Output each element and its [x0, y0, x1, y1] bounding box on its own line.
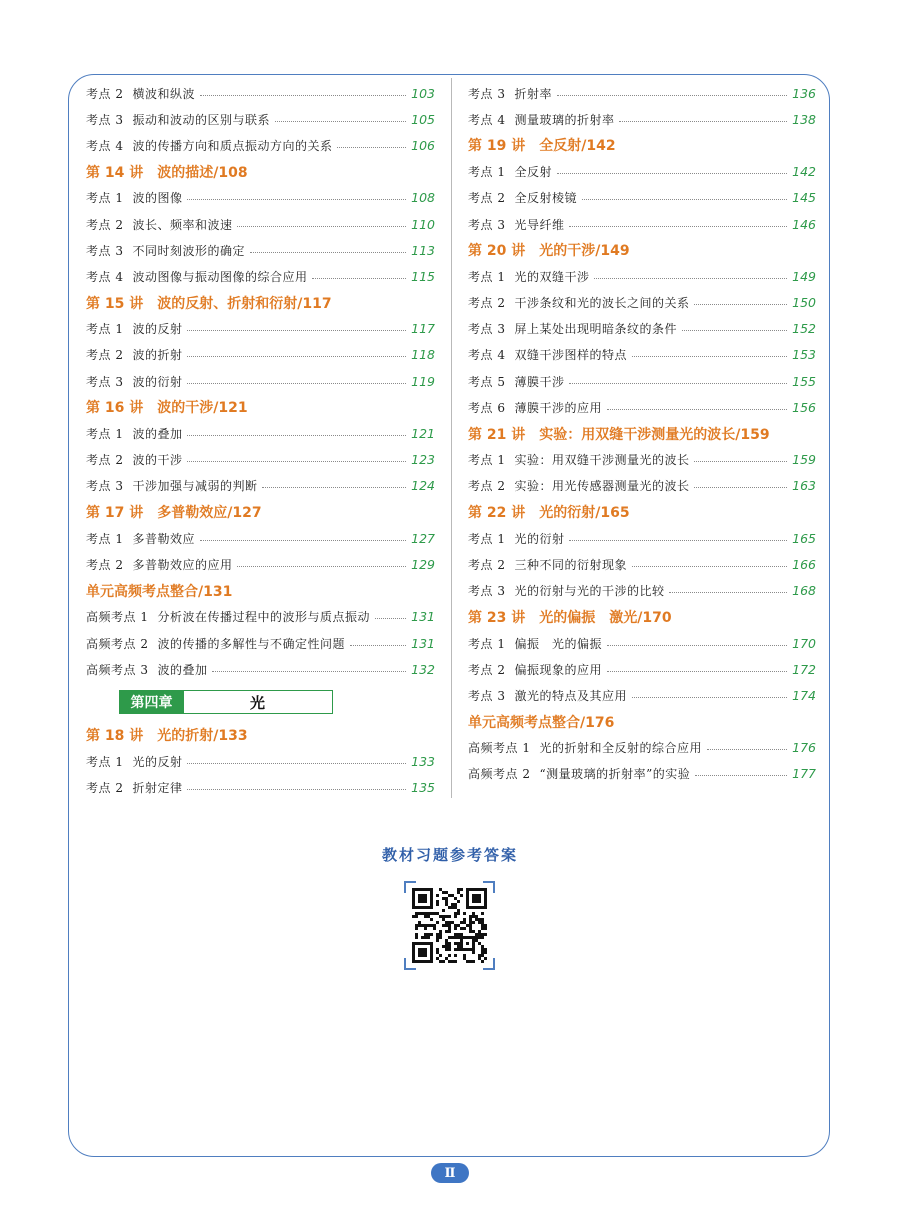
entry-title: 实验：用双缝干涉测量光的波长 [514, 453, 690, 468]
dot-leader [187, 763, 406, 764]
lecture-heading[interactable]: 第 19 讲 全反射/142 [468, 138, 616, 155]
page-number: 127 [411, 530, 435, 546]
toc-right-column [468, 80, 816, 787]
page-number: 119 [411, 373, 435, 389]
toc-entry[interactable] [468, 447, 816, 473]
page-number: 149 [792, 268, 816, 284]
toc-entry[interactable] [468, 106, 816, 132]
dot-leader [187, 461, 406, 462]
point-label: 高频考点 3 [86, 662, 149, 677]
entry-title: 薄膜干涉的应用 [514, 400, 602, 415]
toc-entry[interactable] [86, 447, 435, 473]
toc-entry[interactable] [86, 473, 435, 499]
lecture-heading[interactable]: 第 21 讲 实验：用双缝干涉测量光的波长/159 [468, 426, 770, 443]
toc-entry[interactable] [468, 290, 816, 316]
lecture-heading[interactable]: 第 14 讲 波的描述/108 [86, 164, 248, 181]
dot-leader [557, 95, 787, 96]
toc-entry[interactable] [468, 578, 816, 604]
dot-leader [632, 697, 787, 698]
entry-title: 光的衍射与光的干涉的比较 [514, 584, 665, 599]
dot-leader [607, 671, 787, 672]
page-number: 136 [792, 85, 816, 101]
lecture-heading[interactable]: 第 23 讲 光的偏振 激光/170 [468, 609, 672, 626]
entry-title: 屏上某处出现明暗条纹的条件 [514, 322, 677, 337]
entry-title: 波的衍射 [132, 374, 183, 389]
dot-leader [569, 540, 787, 541]
entry-title: 三种不同的衍射现象 [514, 557, 627, 572]
dot-leader [607, 409, 787, 410]
entry-title: 波长、频率和波速 [132, 217, 233, 232]
dot-leader [337, 147, 406, 148]
toc-entry[interactable] [86, 551, 435, 577]
point-label: 考点 1 [468, 531, 506, 546]
point-label: 考点 1 [86, 755, 124, 770]
entry-title: 全反射 [514, 165, 552, 180]
toc-entry[interactable] [468, 525, 816, 551]
chapter-header [86, 682, 435, 722]
page-number: 168 [792, 583, 816, 599]
dot-leader [707, 749, 787, 750]
entry-title: 多普勒效应 [132, 531, 195, 546]
point-label: 考点 3 [468, 86, 506, 101]
entry-title: 折射定律 [132, 781, 183, 796]
point-label: 考点 3 [468, 688, 506, 703]
point-label: 考点 2 [86, 781, 124, 796]
entry-title: 波的叠加 [157, 662, 208, 677]
point-label: 考点 1 [468, 453, 506, 468]
page-number-badge: Ⅱ [431, 1163, 469, 1183]
chapter-title: 光 [249, 693, 265, 712]
page-number: 166 [792, 556, 816, 572]
page-number: 174 [792, 687, 816, 703]
entry-title: 光的折射和全反射的综合应用 [539, 741, 702, 756]
toc-entry[interactable] [468, 682, 816, 708]
entry-title: 波的干涉 [132, 453, 183, 468]
dot-leader [682, 330, 787, 331]
point-label: 考点 4 [86, 138, 124, 153]
toc-entry[interactable] [86, 656, 435, 682]
toc-entry[interactable] [468, 316, 816, 342]
entry-title: 光的双缝干涉 [514, 269, 590, 284]
point-label: 考点 5 [468, 374, 506, 389]
point-label: 考点 2 [86, 86, 124, 101]
toc-entry[interactable] [86, 80, 435, 106]
toc-entry[interactable] [86, 775, 435, 801]
dot-leader [187, 199, 406, 200]
point-label: 考点 3 [468, 322, 506, 337]
page-number: 177 [792, 766, 816, 782]
page-number: 123 [411, 452, 435, 468]
answer-section-title: 教材习题参考答案 [381, 846, 518, 864]
point-label: 考点 1 [86, 322, 124, 337]
page-number: 131 [411, 609, 435, 625]
toc-entry[interactable] [468, 761, 816, 787]
toc-entry[interactable] [86, 368, 435, 394]
point-label: 考点 1 [86, 191, 124, 206]
toc-entry[interactable] [468, 735, 816, 761]
entry-title: 波的传播方向和质点振动方向的关系 [132, 138, 333, 153]
point-label: 考点 2 [86, 217, 124, 232]
point-label: 考点 3 [468, 584, 506, 599]
toc-entry[interactable] [86, 630, 435, 656]
toc-entry[interactable] [468, 394, 816, 420]
entry-title: 振动和波动的区别与联系 [132, 112, 270, 127]
entry-title: 测量玻璃的折射率 [514, 112, 615, 127]
point-label: 考点 4 [86, 269, 124, 284]
qr-code[interactable] [404, 881, 495, 970]
point-label: 考点 3 [86, 479, 124, 494]
point-label: 考点 2 [86, 453, 124, 468]
entry-title: 波的折射 [132, 348, 183, 363]
dot-leader [187, 435, 406, 436]
chapter-box[interactable] [119, 690, 333, 714]
point-label: 考点 2 [468, 191, 506, 206]
entry-title: 激光的特点及其应用 [514, 688, 627, 703]
toc-entry[interactable] [86, 263, 435, 289]
page-number: 146 [792, 216, 816, 232]
dot-leader [187, 383, 406, 384]
page-number: 131 [411, 635, 435, 651]
page-number: 153 [792, 347, 816, 363]
page-number: 133 [411, 754, 435, 770]
toc-entry[interactable] [468, 185, 816, 211]
dot-leader [187, 789, 406, 790]
entry-title: 实验：用光传感器测量光的波长 [514, 479, 690, 494]
toc-entry[interactable] [468, 551, 816, 577]
entry-title: 分析波在传播过程中的波形与质点振动 [157, 610, 370, 625]
chapter-label: 第四章 [120, 691, 184, 713]
entry-title: 光的衍射 [514, 531, 565, 546]
point-label: 考点 2 [468, 296, 506, 311]
point-label: 高频考点 1 [468, 741, 531, 756]
dot-leader [275, 121, 406, 122]
entry-title: 多普勒效应的应用 [132, 557, 233, 572]
point-label: 考点 3 [86, 243, 124, 258]
toc-entry[interactable] [468, 159, 816, 185]
dot-leader [669, 592, 787, 593]
point-label: 考点 3 [86, 374, 124, 389]
page-number: 145 [792, 190, 816, 206]
lecture-heading[interactable]: 第 18 讲 光的折射/133 [86, 728, 248, 745]
dot-leader [262, 487, 406, 488]
entry-title: 光的反射 [132, 755, 183, 770]
dot-leader [632, 566, 787, 567]
toc-entry[interactable] [468, 80, 816, 106]
lecture-heading[interactable]: 单元高频考点整合/176 [468, 714, 615, 731]
page-number: 129 [411, 556, 435, 572]
toc-entry[interactable] [86, 342, 435, 368]
page-number: 142 [792, 164, 816, 180]
dot-leader [200, 540, 406, 541]
page-number: 124 [411, 478, 435, 494]
entry-title: 横波和纵波 [132, 86, 195, 101]
page-number: 121 [411, 426, 435, 442]
dot-leader [237, 566, 406, 567]
point-label: 考点 1 [86, 427, 124, 442]
point-label: 考点 1 [86, 531, 124, 546]
toc-left-column [86, 80, 435, 801]
toc-entry[interactable] [468, 473, 816, 499]
page-number: 159 [792, 452, 816, 468]
point-label: 考点 1 [468, 165, 506, 180]
point-label: 考点 1 [468, 636, 506, 651]
dot-leader [594, 278, 787, 279]
page-number: 115 [411, 268, 435, 284]
point-label: 高频考点 2 [468, 767, 531, 782]
toc-entry[interactable] [86, 132, 435, 158]
toc-entry[interactable] [86, 749, 435, 775]
entry-title: “测量玻璃的折射率”的实验 [539, 767, 691, 782]
lecture-heading[interactable]: 第 22 讲 光的衍射/165 [468, 505, 630, 522]
entry-title: 波的反射 [132, 322, 183, 337]
dot-leader [569, 226, 787, 227]
page-number: 105 [411, 111, 435, 127]
dot-leader [350, 645, 406, 646]
dot-leader [607, 645, 787, 646]
entry-title: 波动图像与振动图像的综合应用 [132, 269, 308, 284]
entry-title: 波的叠加 [132, 427, 183, 442]
lecture-heading[interactable]: 单元高频考点整合/131 [86, 583, 233, 600]
page-number: 117 [411, 321, 435, 337]
page-number: 163 [792, 478, 816, 494]
dot-leader [694, 487, 787, 488]
dot-leader [200, 95, 406, 96]
dot-leader [187, 330, 406, 331]
page-number: 110 [411, 216, 435, 232]
entry-title: 不同时刻波形的确定 [132, 243, 245, 258]
dot-leader [187, 356, 406, 357]
page-number: 113 [411, 242, 435, 258]
page-number: 172 [792, 661, 816, 677]
entry-title: 偏振现象的应用 [514, 662, 602, 677]
toc-entry[interactable] [468, 342, 816, 368]
point-label: 高频考点 1 [86, 610, 149, 625]
point-label: 考点 2 [468, 557, 506, 572]
lecture-heading[interactable]: 第 16 讲 波的干涉/121 [86, 400, 248, 417]
toc-entry[interactable] [468, 263, 816, 289]
toc-entry[interactable] [86, 211, 435, 237]
point-label: 考点 3 [86, 112, 124, 127]
toc-entry[interactable] [468, 630, 816, 656]
point-label: 考点 6 [468, 400, 506, 415]
page-number: 106 [411, 137, 435, 153]
toc-entry[interactable] [468, 368, 816, 394]
page-number: 156 [792, 399, 816, 415]
point-label: 考点 2 [468, 662, 506, 677]
page-number: 155 [792, 373, 816, 389]
point-label: 考点 4 [468, 112, 506, 127]
toc-entry[interactable] [86, 185, 435, 211]
entry-title: 干涉条纹和光的波长之间的关系 [514, 296, 690, 311]
column-divider [451, 78, 452, 798]
dot-leader [312, 278, 406, 279]
dot-leader [375, 618, 406, 619]
lecture-heading[interactable]: 第 15 讲 波的反射、折射和衍射/117 [86, 295, 332, 312]
dot-leader [557, 173, 787, 174]
page-number: 135 [411, 780, 435, 796]
dot-leader [695, 775, 787, 776]
dot-leader [694, 304, 787, 305]
entry-title: 波的图像 [132, 191, 183, 206]
toc-entry[interactable] [86, 525, 435, 551]
dot-leader [237, 226, 406, 227]
page-number: 103 [411, 85, 435, 101]
entry-title: 薄膜干涉 [514, 374, 565, 389]
point-label: 考点 2 [86, 557, 124, 572]
toc-entry[interactable] [86, 420, 435, 446]
page-number: 138 [792, 111, 816, 127]
entry-title: 折射率 [514, 86, 552, 101]
toc-entry[interactable] [86, 316, 435, 342]
qr-code-icon [412, 888, 487, 963]
dot-leader [569, 383, 787, 384]
toc-entry[interactable] [86, 237, 435, 263]
page-number: 118 [411, 347, 435, 363]
dot-leader [632, 356, 787, 357]
dot-leader [212, 671, 406, 672]
page-number: 152 [792, 321, 816, 337]
entry-title: 偏振 光的偏振 [514, 636, 602, 651]
dot-leader [694, 461, 787, 462]
point-label: 考点 3 [468, 217, 506, 232]
entry-title: 光导纤维 [514, 217, 565, 232]
entry-title: 全反射棱镜 [514, 191, 577, 206]
entry-title: 干涉加强与减弱的判断 [132, 479, 258, 494]
dot-leader [582, 199, 787, 200]
point-label: 考点 2 [86, 348, 124, 363]
lecture-heading[interactable]: 第 20 讲 光的干涉/149 [468, 243, 630, 260]
page-number: 150 [792, 295, 816, 311]
lecture-heading[interactable]: 第 17 讲 多普勒效应/127 [86, 505, 262, 522]
toc-entry[interactable] [86, 604, 435, 630]
point-label: 考点 1 [468, 269, 506, 284]
point-label: 高频考点 2 [86, 636, 149, 651]
page-number: 108 [411, 190, 435, 206]
entry-title: 双缝干涉图样的特点 [514, 348, 627, 363]
toc-entry[interactable] [468, 656, 816, 682]
page-number: 170 [792, 635, 816, 651]
entry-title: 波的传播的多解性与不确定性问题 [157, 636, 345, 651]
point-label: 考点 2 [468, 479, 506, 494]
dot-leader [619, 121, 787, 122]
page-number: 165 [792, 530, 816, 546]
page-number: 132 [411, 661, 435, 677]
toc-entry[interactable] [86, 106, 435, 132]
toc-entry[interactable] [468, 211, 816, 237]
page-number: 176 [792, 740, 816, 756]
dot-leader [250, 252, 406, 253]
point-label: 考点 4 [468, 348, 506, 363]
